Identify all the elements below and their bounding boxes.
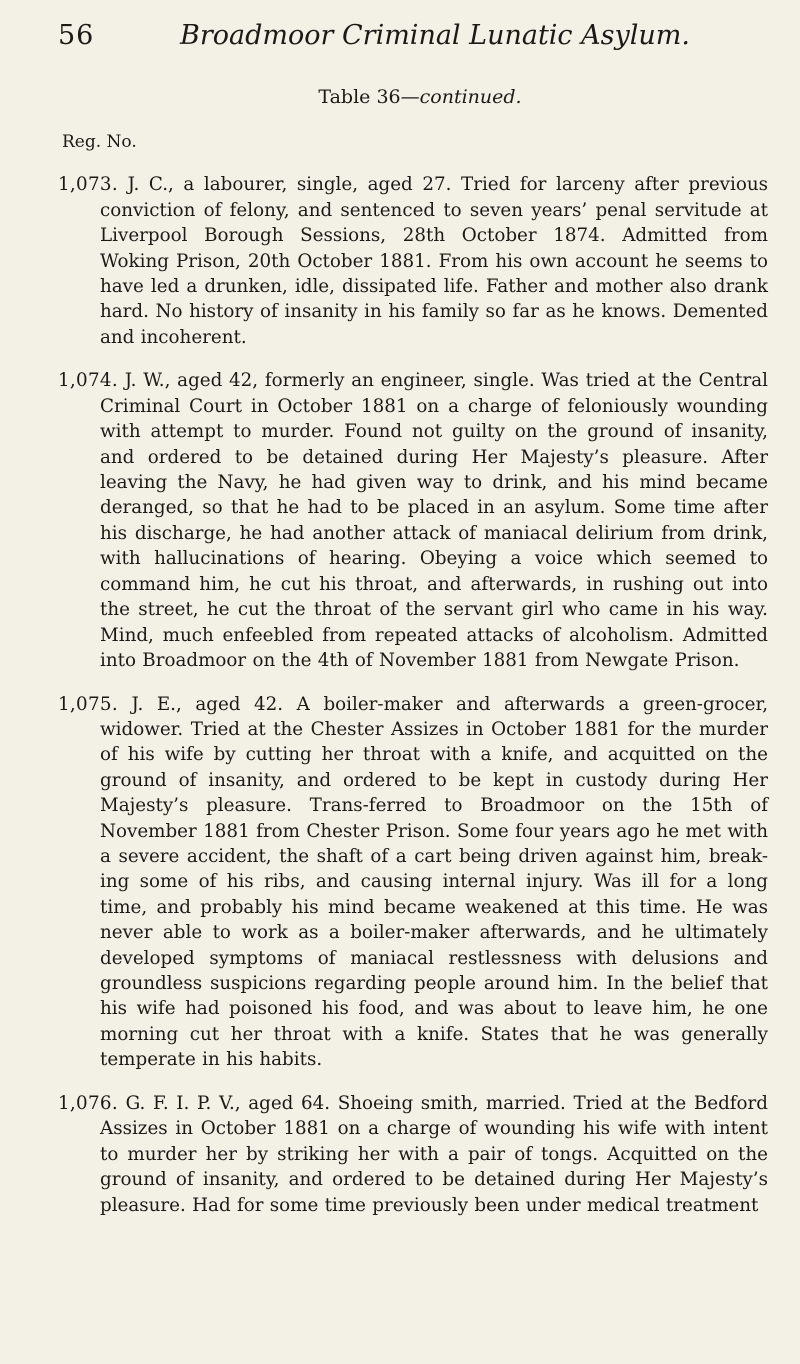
running-title: Broadmoor Criminal Lunatic Asylum. — [180, 20, 690, 51]
table-continued-label: —continued. — [400, 86, 522, 108]
entry-text: J. E., aged 42. A boiler-maker and afterwards a green-grocer, widower. Tried at the Chester Assizes in October 1881 for the murder of his wife by cutting her throat with a knife, and acquitted on the ground of insanity, and ordered to be kept in custody during Her Majesty’s pleasure. Trans-ferred to Broadmoor on the 15th of November 1881 from Chester Prison. Some four years ago he met with a severe accident, the shaft of a cart being driven against him, break-ing some of his ribs, and causing internal injury. Was ill for a long time, and probably his mind became weakened at this time. He was never able to work as a boiler-maker afterwards, and he ultimately developed symptoms of maniacal restlessness with delusions and groundless suspicions regarding people around him. In the belief that his wife had poisoned his food, and was about to leave him, he one morning cut her throat with a knife. States that he was generally temperate in his habits. — [100, 693, 769, 1071]
entry-text: J. W., aged 42, formerly an engineer, single. Was tried at the Central Criminal Court in October 1881 on a charge of feloniously wounding with attempt to murder. Found not guilty on the ground of insanity, and ordered to be detained during Her Majesty’s pleasure. After leaving the Navy, he had given way to drink, and his mind became deranged, so that he had to be placed in an asylum. Some time after his discharge, he had another attack of maniacal delirium from drink, with hallucinations of hearing. Obeying a voice which seemed to command him, he cut his throat, and afterwards, in rushing out into the street, he cut the throat of the servant girl who came in his way. Mind, much enfeebled from repeated attacks of alcoholism. Admitted into Broadmoor on the 4th of November 1881 from Newgate Prison. — [100, 370, 768, 671]
entry-1074 — [58, 368, 768, 673]
reg-no-header: Reg. No. — [62, 132, 137, 152]
entry-text: G. F. I. P. V., aged 64. Shoeing smith, married. Tried at the Bedford Assizes in October 1881 on a charge of wounding his wife with intent to murder her by striking her with a pair of tongs. Acquitted on the ground of insanity, and ordered to be detained during Her Majesty’s pleasure. Had for some time previously been under medical treatment — [100, 1093, 769, 1216]
entry-text: J. C., a labourer, single, aged 27. Tried for larceny after previous conviction of felony, and sentenced to seven years’ penal servitude at Liverpool Borough Sessions, 28th October 1874. Admitted from Woking Prison, 20th October 1881. From his own account he seems to have led a drunken, idle, dissipated life. Father and mother also drank hard. No history of insanity in his family so far as he knows. Demented and incoherent. — [100, 174, 769, 348]
table-title — [0, 86, 800, 108]
entry-1076 — [58, 1091, 768, 1218]
entry-reg-no: 1,076. — [58, 1093, 118, 1114]
entry-1073 — [58, 172, 768, 350]
page-number: 56 — [58, 20, 95, 51]
entries-list — [58, 154, 768, 1227]
entry-reg-no: 1,073. — [58, 174, 118, 196]
entry-reg-no: 1,075. — [58, 693, 118, 715]
entry-1075 — [58, 692, 768, 1073]
entry-reg-no: 1,074. — [58, 370, 118, 392]
table-title-label: Table 36 — [318, 86, 401, 108]
